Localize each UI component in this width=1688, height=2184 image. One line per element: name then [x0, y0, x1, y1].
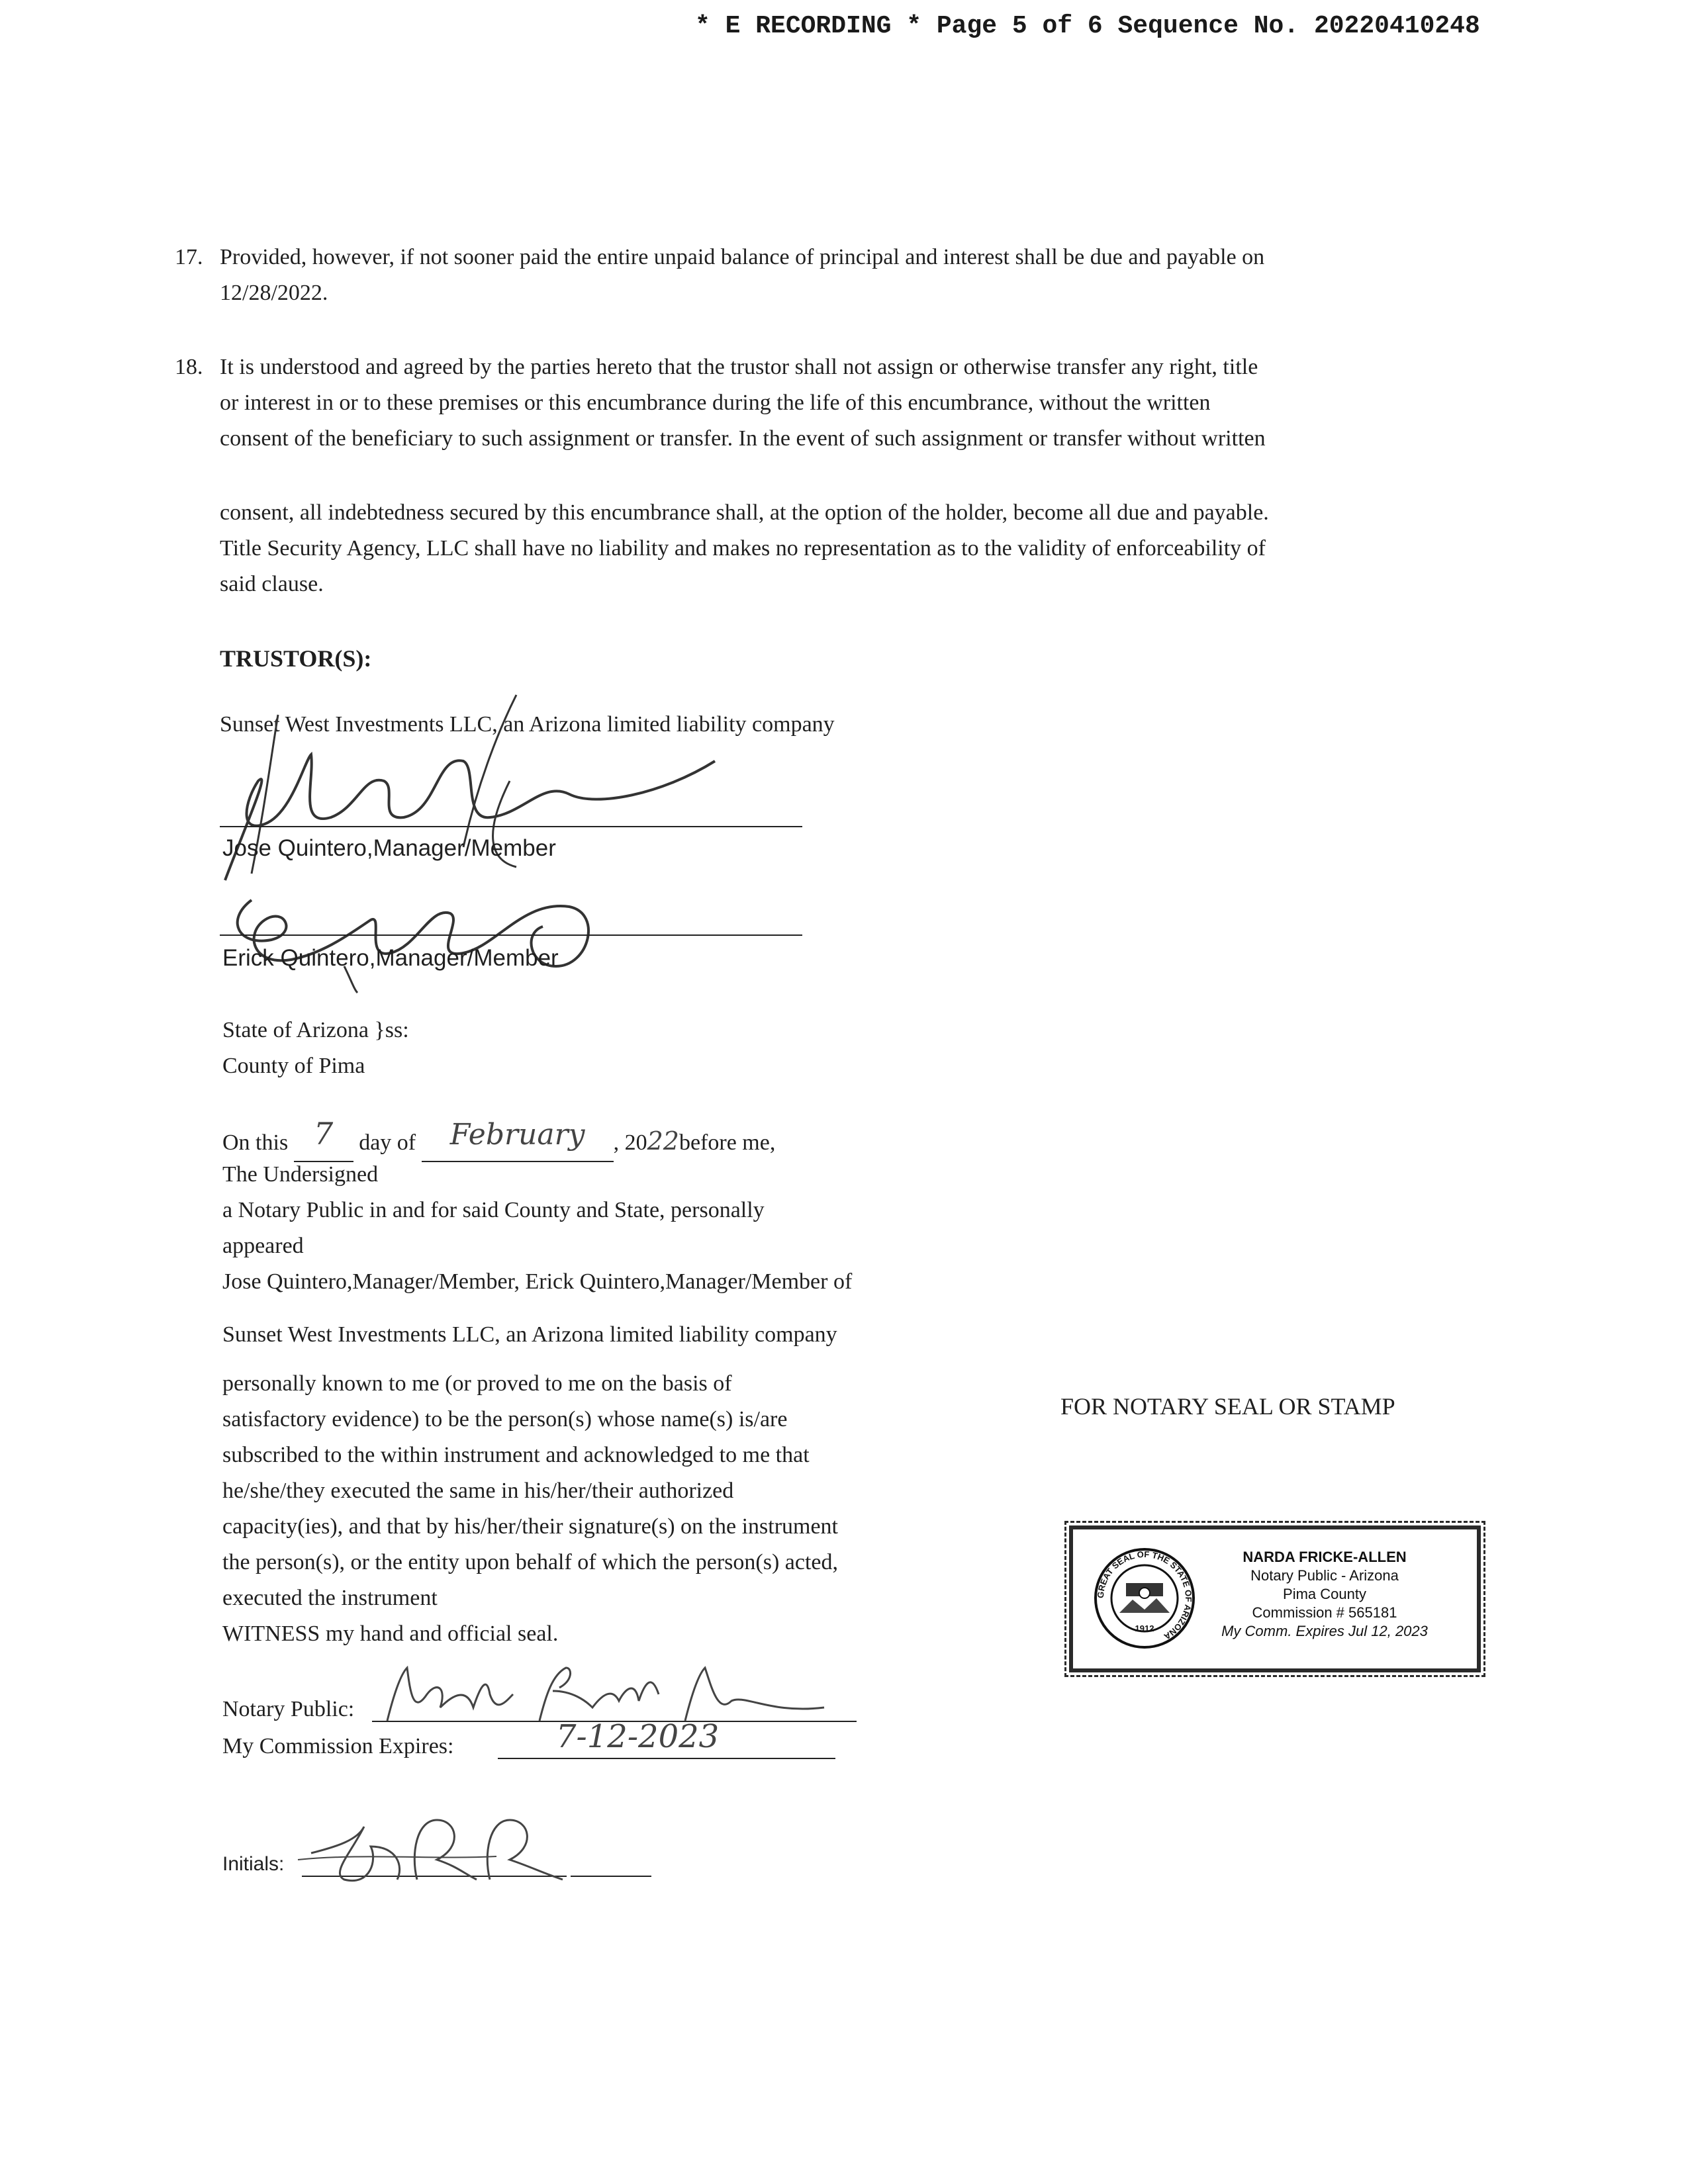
ack-before-me: before me, — [679, 1130, 776, 1155]
commission-expires-line — [498, 1758, 835, 1759]
ack-body-line-7: executed the instrument — [222, 1586, 438, 1610]
initials-label: Initials: — [222, 1853, 285, 1875]
clause-17-line-2: 12/28/2022. — [220, 281, 328, 305]
ack-body-line-5: capacity(ies), and that by his/her/their signature(s) on the instrument — [222, 1514, 839, 1539]
clause-18-continuation — [220, 495, 1269, 602]
stamp-title: Notary Public - Arizona — [1250, 1567, 1399, 1584]
ack-body-1 — [222, 1193, 852, 1300]
month-blank — [422, 1118, 614, 1162]
ack-body-2 — [222, 1366, 838, 1652]
ack-officer: The Undersigned — [222, 1162, 379, 1187]
year-value: 22 — [647, 1126, 679, 1156]
initials-line-2 — [571, 1876, 651, 1877]
clause-17-number: 17. — [175, 245, 203, 269]
trustor-company: Sunset West Investments LLC, an Arizona limited liability company — [220, 712, 835, 737]
trustors-heading: TRUSTOR(S): — [220, 645, 372, 672]
signature-erick-quintero — [212, 874, 622, 993]
stamp-name: NARDA FRICKE-ALLEN — [1243, 1549, 1407, 1565]
ack-on-this: On this — [222, 1130, 289, 1155]
clause-18-line-1: It is understood and agreed by the parties hereto that the trustor shall not assign or otherwise transfer any right, title — [220, 355, 1258, 379]
ack-year-prefix: , 20 — [613, 1130, 647, 1155]
recording-header: * E RECORDING * Page 5 of 6 Sequence No. 20220410248 — [695, 12, 1480, 40]
clause-17 — [175, 240, 1265, 311]
signer-jose-quintero: Jose Quintero,Manager/Member — [222, 835, 556, 861]
signer-erick-quintero: Erick Quintero,Manager/Member — [222, 945, 559, 971]
stamp-expires: My Comm. Expires Jul 12, 2023 — [1221, 1623, 1428, 1639]
clause-18-cont-line-1: consent, all indebtedness secured by this encumbrance shall, at the option of the holder, become all due and payable. — [220, 500, 1269, 525]
month-value: February — [449, 1118, 585, 1152]
clause-18-cont-line-2: Title Security Agency, LLC shall have no liability and makes no representation as to the validity of enforceability of — [220, 536, 1266, 561]
ack-line-3: Jose Quintero,Manager/Member, Erick Quintero,Manager/Member of — [222, 1269, 853, 1294]
state-seal-icon — [1093, 1547, 1196, 1650]
initials-signature — [298, 1800, 576, 1893]
ack-line-1: a Notary Public in and for said County and State, personally — [222, 1198, 765, 1222]
clause-18-number: 18. — [175, 355, 203, 379]
day-blank — [294, 1116, 353, 1162]
venue-state: State of Arizona }ss: — [222, 1018, 409, 1042]
clause-18-cont-line-3: said clause. — [220, 572, 324, 596]
signature-line-1 — [220, 826, 802, 827]
commission-expires-label: My Commission Expires: — [222, 1734, 454, 1758]
clause-18-line-3: consent of the beneficiary to such assignment or transfer. In the event of such assignment or transfer without written — [220, 426, 1266, 451]
notary-seal-label: FOR NOTARY SEAL OR STAMP — [1060, 1393, 1395, 1420]
ack-body-line-8: WITNESS my hand and official seal. — [222, 1621, 559, 1646]
signature-line-2 — [220, 934, 802, 936]
stamp-text — [1186, 1548, 1464, 1641]
ack-body-line-4: he/she/they executed the same in his/her/their authorized — [222, 1479, 734, 1503]
ack-body-line-1: personally known to me (or proved to me on the basis of — [222, 1371, 732, 1396]
seal-year: 1912 — [1135, 1623, 1154, 1633]
notary-stamp — [1069, 1525, 1481, 1672]
commission-expires-value: 7-12-2023 — [556, 1718, 720, 1755]
clause-18-line-2: or interest in or to these premises or this encumbrance during the life of this encumbrance, without the written — [220, 390, 1211, 415]
ack-body-line-3: subscribed to the within instrument and acknowledged to me that — [222, 1443, 810, 1467]
seal-ring-text: GREAT SEAL OF THE STATE OF ARIZONA — [1095, 1549, 1194, 1642]
ack-company: Sunset West Investments LLC, an Arizona limited liability company — [222, 1322, 837, 1347]
ack-date-line — [222, 1116, 776, 1162]
ack-day-of: day of — [359, 1130, 416, 1155]
clause-18 — [175, 349, 1266, 457]
ack-line-2: appeared — [222, 1234, 304, 1258]
ack-body-line-2: satisfactory evidence) to be the person(s) whose name(s) is/are — [222, 1407, 788, 1432]
stamp-county: Pima County — [1283, 1586, 1366, 1602]
ack-body-line-6: the person(s), or the entity upon behalf of which the person(s) acted, — [222, 1550, 838, 1574]
clause-17-line-1: Provided, however, if not sooner paid the entire unpaid balance of principal and interest shall be due and payable on — [220, 245, 1265, 269]
venue-county: County of Pima — [222, 1054, 365, 1078]
notary-public-label: Notary Public: — [222, 1697, 355, 1721]
day-value: 7 — [314, 1116, 334, 1152]
stamp-commission: Commission # 565181 — [1252, 1604, 1397, 1621]
